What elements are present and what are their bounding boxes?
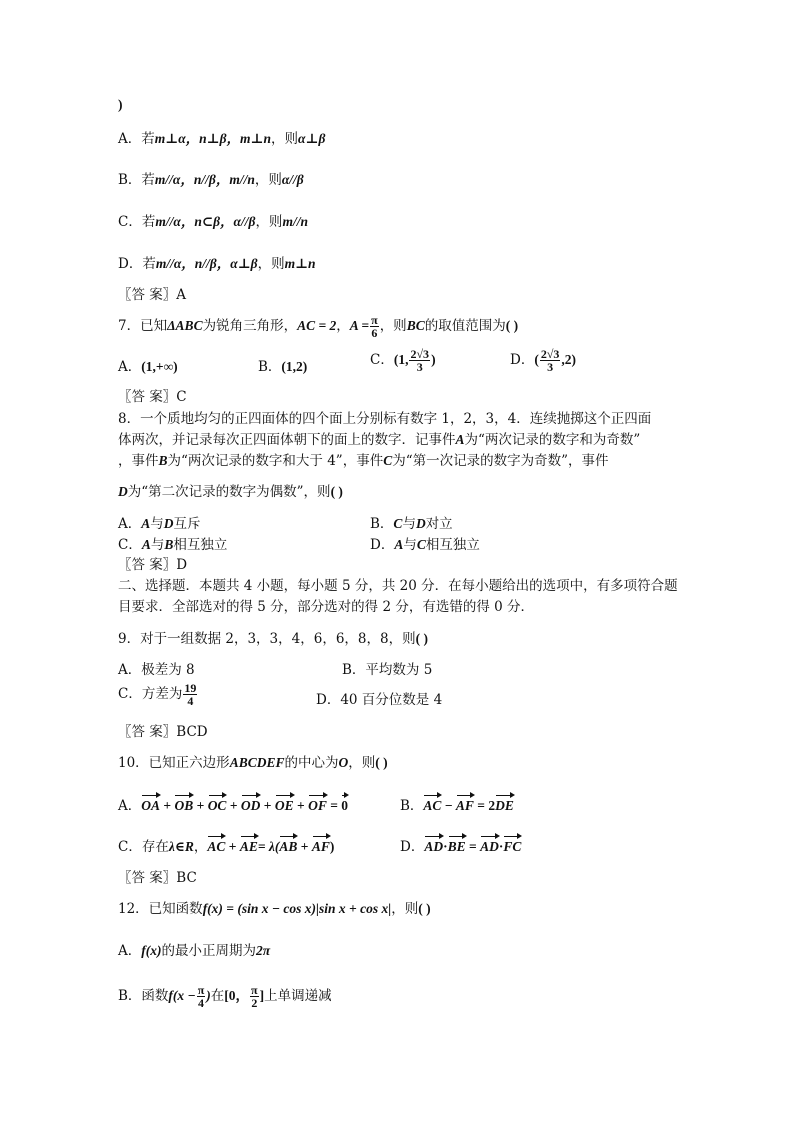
event-symbol: A	[141, 516, 151, 531]
q8-line-4	[118, 483, 343, 501]
option-math: (1,	[393, 352, 409, 367]
option-label: C．	[118, 537, 142, 553]
q6-answer: 〖答 案〗A	[118, 287, 187, 303]
q7-option-c	[370, 348, 436, 373]
vector: AE	[239, 839, 258, 854]
vector: AF	[311, 839, 330, 854]
option-text: 上单调递减	[264, 988, 332, 1004]
q6-option-a	[118, 130, 325, 148]
fraction-denominator: 3	[547, 360, 554, 374]
fraction-numerator: π	[371, 313, 378, 327]
coefficient: 2	[488, 798, 496, 813]
q7-answer: 〖答 案〗C	[118, 389, 187, 405]
option-text: ，	[193, 839, 208, 855]
math-expression: BC	[406, 318, 425, 333]
option-math: α//β	[281, 172, 304, 187]
answer-paren: ( )	[375, 755, 388, 770]
event-symbol: D	[415, 516, 426, 531]
answer-paren: ( )	[415, 631, 428, 646]
option-label: D．若	[118, 256, 156, 272]
q6-option-b	[118, 171, 304, 189]
q10-option-c: C．存在λ∈R，AC + AE= λ(AB + AF)	[118, 839, 335, 855]
option-label: B．	[258, 359, 282, 375]
option-text: 相互独立	[425, 537, 480, 553]
vector: OC	[207, 798, 227, 813]
function-expression: f(x) = (sin x − cos x)|sin x + cos x|	[202, 901, 392, 916]
vector: AF	[455, 798, 474, 813]
q8-option-a	[118, 515, 201, 533]
event-symbol: B	[164, 537, 174, 552]
option-math: m⊥α，n⊥β，m⊥n	[154, 131, 272, 146]
stem-text: 为“第二次记录的数字为偶数”，则	[127, 484, 331, 500]
section-heading-line-1: 二、选择题．本题共 4 小题，每小题 5 分，共 20 分．在每小题给出的选项中，有多项符合题	[118, 578, 678, 594]
fraction	[409, 348, 430, 373]
option-math: (1,2)	[281, 359, 308, 374]
option-label: D．	[510, 352, 535, 368]
option-label: B．	[370, 516, 394, 532]
q12-option-b	[118, 984, 332, 1009]
q7-option-b	[258, 358, 307, 376]
option-label: A．	[118, 359, 142, 375]
option-text: 与	[402, 516, 416, 532]
math-expression: A =	[349, 318, 370, 333]
answer-paren: ( )	[330, 484, 343, 499]
stem-text: 为“第一次记录的数字为奇数”，事件	[392, 453, 609, 469]
fraction	[540, 348, 561, 373]
function-expression: f(x)	[141, 943, 162, 958]
hexagon-name: ABCDEF	[229, 755, 285, 770]
q6-option-c	[118, 213, 308, 231]
option-text: 在	[210, 988, 225, 1004]
q10-stem	[118, 754, 388, 772]
answer-paren: ( )	[418, 901, 431, 916]
q7-stem	[118, 314, 518, 339]
q7-option-a	[118, 358, 178, 376]
option-label: C．若	[118, 214, 156, 230]
continued-paren: )	[118, 97, 123, 112]
option-text: 互斥	[173, 516, 201, 532]
option-math: (	[534, 352, 539, 367]
fraction	[250, 984, 259, 1009]
option-math: m//α，n⊂β，α//β	[155, 214, 256, 229]
fraction-numerator: π	[251, 983, 258, 997]
q7-option-d	[510, 348, 576, 373]
center-symbol: O	[338, 755, 349, 770]
vector: FC	[503, 839, 522, 854]
event-symbol: A	[141, 537, 151, 552]
event-symbol: C	[393, 516, 403, 531]
fraction-denominator: 4	[198, 996, 204, 1010]
event-symbol: D	[118, 484, 128, 499]
triangle-name: ΔABC	[167, 318, 203, 333]
option-text: ，则	[257, 256, 285, 272]
option-math: m//n	[282, 214, 308, 229]
option-label: D．	[370, 537, 395, 553]
stem-text: ，则	[391, 901, 419, 917]
stem-text: 为“两次记录的数字和大于 4”，事件	[167, 453, 384, 469]
event-symbol: A	[394, 537, 404, 552]
option-math: m//α，n//β，α⊥β	[155, 256, 258, 271]
vector: OD	[240, 798, 261, 813]
fraction-numerator: 19	[184, 681, 197, 695]
fraction-denominator: 3	[416, 360, 423, 374]
option-text: ，则	[255, 214, 283, 230]
vector: AD	[424, 839, 444, 854]
stem-text: ，	[336, 318, 350, 334]
question-number: 7．已知	[118, 318, 168, 334]
fraction	[183, 682, 197, 707]
vector: BE	[447, 839, 466, 854]
stem-text: 为锐角三角形，	[202, 318, 298, 334]
zero-vector: 0	[341, 798, 349, 813]
option-label: B．函数	[118, 988, 169, 1004]
stem-text: ，则	[379, 318, 407, 334]
q8-line-1: 8．一个质地均匀的正四面体的四个面上分别标有数字 1，2，3，4．连续抛掷这个正四面	[118, 411, 652, 427]
q10-answer: 〖答 案〗BC	[118, 870, 197, 886]
option-math: m⊥n	[284, 256, 316, 271]
math-expression: 2π	[256, 943, 271, 958]
interval: [0，	[224, 988, 250, 1003]
function-expression: f(x −	[168, 988, 196, 1003]
fraction	[370, 314, 379, 339]
option-math: ,2)	[561, 352, 577, 367]
option-math: m//α，n//β，m//n	[154, 172, 255, 187]
vector: AC	[207, 839, 226, 854]
fraction-numerator: 2√3	[540, 347, 560, 361]
option-label: B．若	[118, 172, 155, 188]
fraction-numerator: π	[197, 983, 205, 997]
math-expression: AC = 2	[297, 318, 337, 333]
option-text: ，则	[254, 172, 282, 188]
vector: AC	[423, 798, 442, 813]
option-text: 与	[150, 516, 164, 532]
q8-answer: 〖答 案〗D	[118, 557, 188, 573]
interval: ]	[259, 988, 265, 1003]
vector: AB	[279, 839, 298, 854]
event-symbol: C	[383, 453, 393, 468]
option-math: (1,+∞)	[141, 359, 178, 374]
fraction-denominator: 2	[251, 996, 258, 1010]
q9-stem	[118, 630, 428, 648]
q8-option-c	[118, 536, 227, 554]
stem-text: 10．已知正六边形	[118, 755, 230, 771]
q9-option-a: A．极差为 8	[118, 662, 195, 678]
q10-option-b: B．AC − AF = 2DE	[400, 798, 514, 814]
math-expression: = λ(	[257, 839, 280, 854]
option-text: 与	[403, 537, 417, 553]
event-symbol: A	[455, 432, 465, 447]
option-label: C．方差为	[118, 686, 183, 702]
fraction-numerator: 2√3	[410, 347, 430, 361]
q9-answer: 〖答 案〗BCD	[118, 724, 208, 740]
vector: DE	[495, 798, 514, 813]
event-symbol: D	[163, 516, 174, 531]
q10-option-d: D．AD·BE = AD·FC	[400, 839, 522, 855]
q8-line-3	[118, 452, 609, 470]
q8-option-b	[370, 515, 453, 533]
q10-option-a: A．OA + OB + OC + OD + OE + OF = 0	[118, 798, 349, 814]
option-text: 与	[150, 537, 165, 553]
stem-text: 为“两次记录的数字和为奇数”	[464, 432, 641, 448]
option-text: ，则	[271, 131, 299, 147]
stem-text: 的中心为	[284, 755, 339, 771]
option-label: D．	[400, 839, 425, 855]
section-heading-line-2: 目要求．全部选对的得 5 分，部分选对的得 2 分，有选错的得 0 分．	[118, 599, 535, 615]
option-label: A．若	[118, 131, 155, 147]
q12-option-a	[118, 942, 270, 960]
event-symbol: C	[416, 537, 426, 552]
answer-paren: ( )	[505, 318, 519, 333]
vector: AD	[480, 839, 499, 854]
math-expression: λ∈R	[168, 839, 194, 854]
option-text: 相互独立	[173, 537, 228, 553]
option-math: )	[431, 352, 436, 367]
option-label: A．	[118, 943, 142, 959]
option-label: C．存在	[118, 839, 169, 855]
option-math: α⊥β	[298, 131, 326, 146]
event-symbol: B	[158, 453, 168, 468]
option-label: C．	[370, 352, 394, 368]
fraction-denominator: 4	[187, 694, 194, 708]
vector: OE	[274, 798, 294, 813]
stem-text: 9．对于一组数据 2，3，3，4，6，6，8，8，则	[118, 631, 416, 647]
q8-option-d	[370, 536, 480, 554]
fraction-denominator: 6	[371, 326, 378, 340]
stem-text: 体两次，并记录每次正四面体朝下的面上的数字．记事件	[118, 432, 456, 448]
q9-option-d: D．40 百分位数是 4	[316, 692, 443, 708]
option-text: 的最小正周期为	[161, 943, 256, 959]
stem-text: 12．已知函数	[118, 901, 203, 917]
option-label: A．	[118, 798, 142, 814]
stem-text: ，则	[348, 755, 376, 771]
vector: OF	[308, 798, 327, 813]
vector: OB	[174, 798, 194, 813]
q9-option-b: B．平均数为 5	[342, 662, 433, 678]
fraction	[197, 984, 206, 1009]
option-label: B．	[400, 798, 424, 814]
q9-option-c	[118, 682, 198, 707]
math-expression: )	[329, 839, 335, 854]
option-label: A．	[118, 516, 142, 532]
stem-text: ，事件	[118, 453, 159, 469]
q6-option-d	[118, 255, 316, 273]
q8-line-2	[118, 431, 640, 449]
stem-text: 的取值范围为	[424, 318, 506, 334]
vector: OA	[141, 798, 161, 813]
q12-stem	[118, 900, 431, 918]
function-expression: )	[206, 988, 211, 1003]
option-text: 对立	[425, 516, 453, 532]
